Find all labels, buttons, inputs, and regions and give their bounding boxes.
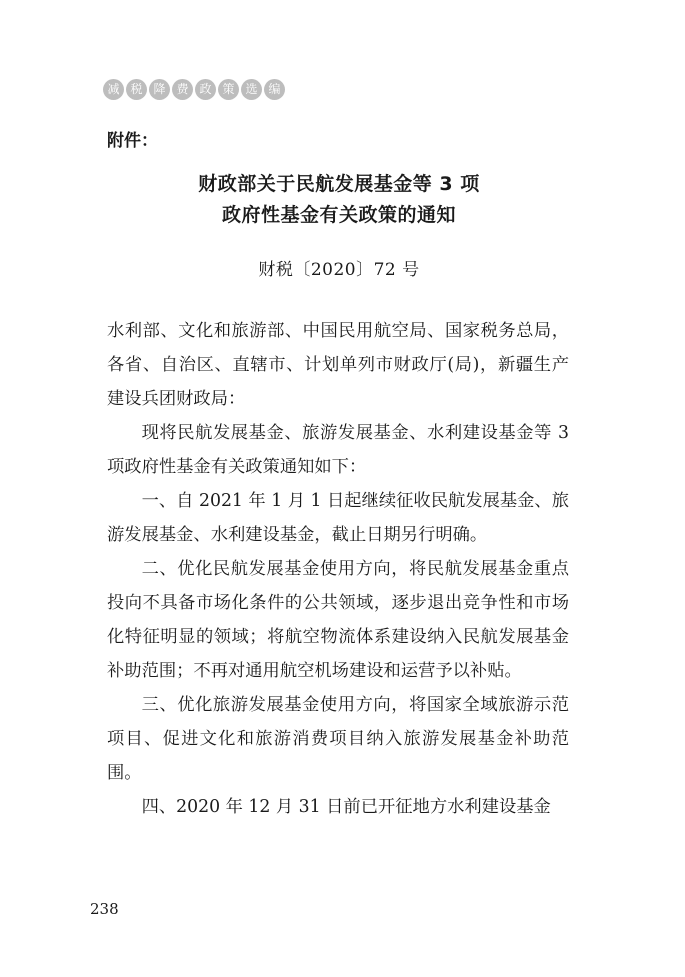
document-title-line-2: 政府性基金有关政策的通知 [221,204,456,226]
header-char: 政 [195,79,216,100]
header-char: 税 [126,79,147,100]
running-header [103,79,285,100]
attachment-label: 附件： [107,131,158,151]
header-char: 编 [264,79,285,100]
header-char: 减 [103,79,124,100]
header-char: 费 [172,79,193,100]
header-char: 选 [241,79,262,100]
header-char: 策 [218,79,239,100]
header-char: 降 [149,79,170,100]
body-paragraph: 一、自 2021 年 1 月 1 日起继续征收民航发展基金、旅游发展基金、水利建设基金，截止日期另行明确。 [107,491,569,545]
addressee-paragraph: 水利部、文化和旅游部、中国民用航空局、国家税务总局，各省、自治区、直辖市、计划单列市财政厅(局)，新疆生产建设兵团财政局： [107,321,569,409]
document-title-line-1: 财政部关于民航发展基金等 3 项 [198,173,480,195]
body-paragraph: 三、优化旅游发展基金使用方向，将国家全域旅游示范项目、促进文化和旅游消费项目纳入旅游发展基金补助范围。 [107,695,569,783]
document-body [107,314,569,824]
body-paragraph: 现将民航发展基金、旅游发展基金、水利建设基金等 3 项政府性基金有关政策通知如下： [107,423,569,477]
body-paragraph: 四、2020 年 12 月 31 日前已开征地方水利建设基金 [141,797,551,817]
page-number: 238 [90,900,119,918]
body-paragraph: 二、优化民航发展基金使用方向，将民航发展基金重点投向不具备市场化条件的公共领域，逐步退出竞争性和市场化特征明显的领域；将航空物流体系建设纳入民航发展基金补助范围；不再对通用航空机场建设和运营予以补贴。 [107,559,569,681]
document-number: 财税〔2020〕72 号 [258,260,420,280]
